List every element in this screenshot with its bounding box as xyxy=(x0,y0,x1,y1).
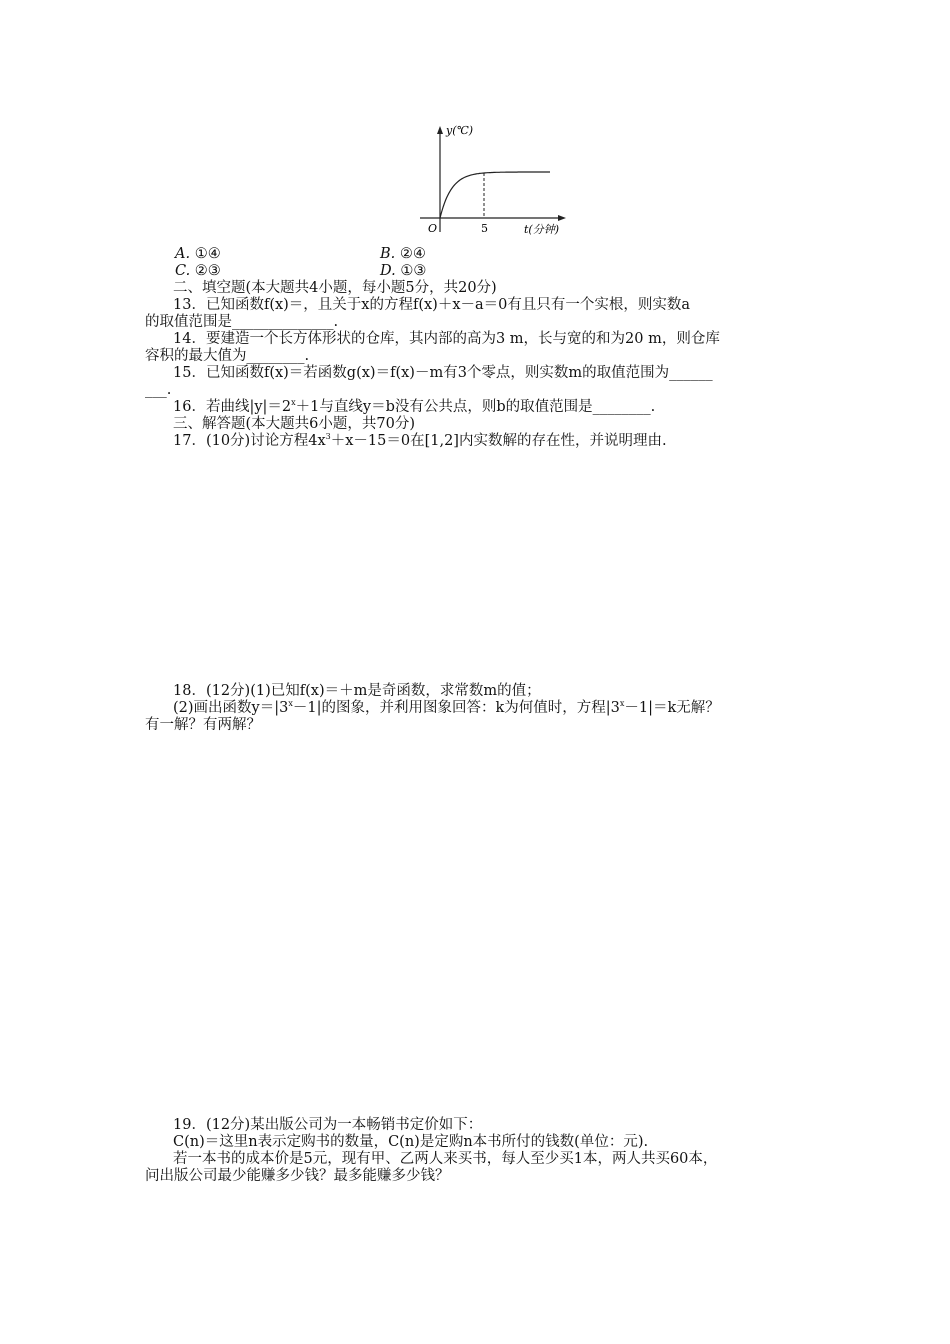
question-19-line-2: C(n)＝这里n表示定购书的数量，C(n)是定购n本书所付的钱数(单位：元). xyxy=(173,1134,649,1150)
question-17-sup: 3 xyxy=(325,432,331,441)
y-axis-label: y(℃) xyxy=(446,124,474,137)
origin-label: O xyxy=(428,222,438,235)
question-18-line-1: 18．(12分)(1)已知f(x)＝＋m是奇函数，求常数m的值； xyxy=(173,683,541,699)
question-16-pre: 16．若曲线|y|＝2 xyxy=(173,399,292,415)
option-a-text: ①④ xyxy=(194,246,221,262)
option-c xyxy=(175,263,221,280)
question-19-line-4: 问出版公司最少能赚多少钱？最多能赚多少钱？ xyxy=(145,1168,450,1184)
temperature-curve xyxy=(440,172,550,218)
question-19-line-1: 19．(12分)某出版公司为一本畅销书定价如下： xyxy=(173,1117,483,1133)
option-c-text: ②③ xyxy=(194,263,221,279)
question-17-post: ＋x－15＝0在[1,2]内实数解的存在性，并说明理由. xyxy=(330,433,667,449)
question-18-sup-1: x xyxy=(288,699,293,708)
question-16-post: ＋1与直线y＝b没有公共点，则b的取值范围是________. xyxy=(295,399,656,415)
option-b xyxy=(380,246,426,263)
option-d-letter: D. xyxy=(380,263,396,279)
question-17 xyxy=(145,433,843,450)
y-axis-arrow xyxy=(437,126,443,134)
question-15-line-2: ___. xyxy=(145,382,172,398)
option-a-letter: A. xyxy=(175,246,191,262)
option-d-text: ①③ xyxy=(400,263,427,279)
question-18-line-2-pre: (2)画出函数y＝|3 xyxy=(173,700,289,716)
question-18-sup-2: x xyxy=(619,699,625,708)
question-13-line-2: 的取值范围是______________. xyxy=(145,314,339,330)
question-15-line-1: 15．已知函数f(x)＝若函数g(x)＝f(x)－m有3个零点，则实数m的取值范围为______ xyxy=(173,365,713,381)
question-18-line-2-mid: －1|的图象，并利用图象回答：k为何值时，方程|3 xyxy=(292,700,620,716)
question-18-line-2 xyxy=(145,700,843,717)
question-16-sup: x xyxy=(291,398,296,407)
option-d xyxy=(380,263,426,280)
x-axis-label: t(分钟) xyxy=(524,223,560,236)
question-17-pre: 17．(10分)讨论方程4x xyxy=(173,433,326,449)
option-c-letter: C. xyxy=(175,263,191,279)
temperature-chart xyxy=(410,122,580,240)
section-fill-in-heading: 二、填空题(本大题共4小题，每小题5分，共20分) xyxy=(173,280,497,296)
x-tick-label: 5 xyxy=(481,222,488,235)
question-18-line-3: 有一解？有两解？ xyxy=(145,717,261,733)
section-answer-heading: 三、解答题(本大题共6小题，共70分) xyxy=(173,416,415,432)
x-axis-arrow xyxy=(558,215,566,221)
option-b-letter: B. xyxy=(380,246,396,262)
question-18-line-2-post: －1|＝k无解？ xyxy=(624,700,720,716)
option-a xyxy=(175,246,221,263)
question-13-line-1: 13．已知函数f(x)＝，且关于x的方程f(x)＋x－a＝0有且只有一个实根，则实数a xyxy=(173,297,691,313)
question-14-line-1: 14．要建造一个长方体形状的仓库，其内部的高为3 m，长与宽的和为20 m，则仓库 xyxy=(173,331,720,347)
question-14-line-2: 容积的最大值为________. xyxy=(145,348,310,364)
option-b-text: ②④ xyxy=(399,246,426,262)
question-19-line-3: 若一本书的成本价是5元，现有甲、乙两人来买书，每人至少买1本，两人共买60本， xyxy=(173,1151,718,1167)
question-16 xyxy=(145,399,843,416)
